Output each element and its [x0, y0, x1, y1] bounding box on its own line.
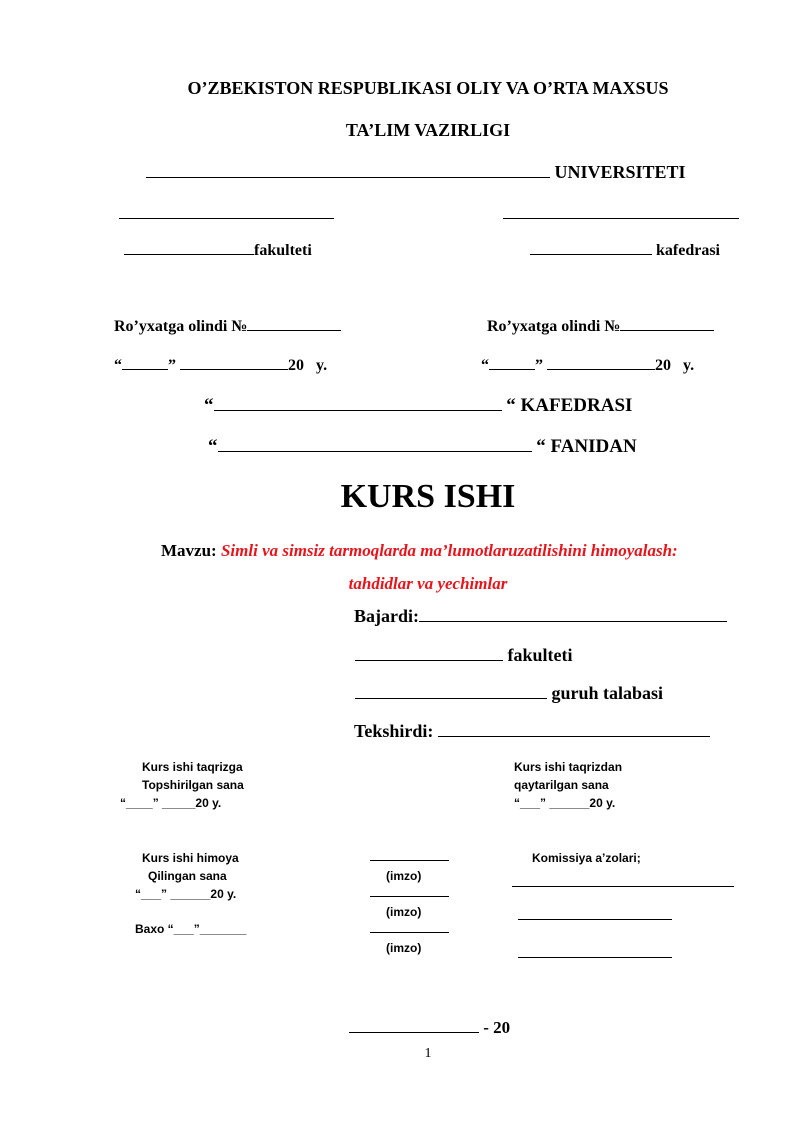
year-prefix: 20 — [655, 357, 671, 374]
tekshirdi-blank[interactable] — [438, 735, 710, 737]
review-right-line-2: qaytarilgan sana — [514, 778, 609, 792]
defense-line-2: Qilingan sana — [148, 869, 227, 883]
faculty-label: fakulteti — [254, 242, 312, 259]
performer-faculty-row — [355, 645, 573, 666]
ministry-line-2: TA’LIM VAZIRLIGI — [345, 120, 511, 140]
commission-label: Komissiya a’zolari; — [532, 851, 641, 865]
footer-year-row — [349, 1018, 510, 1038]
close-quote: ” — [168, 357, 176, 374]
year-prefix: 20 — [288, 357, 304, 374]
performer-faculty-label: fakulteti — [507, 645, 573, 665]
faculty-blank[interactable] — [124, 253, 254, 255]
registration-number-blank[interactable] — [620, 329, 714, 331]
review-left-line-1: Kurs ishi taqrizga — [142, 760, 243, 774]
department-blank[interactable] — [530, 253, 652, 255]
kafedra-row — [204, 395, 632, 417]
bajardi-label: Bajardi: — [354, 606, 419, 626]
registration-date-left — [114, 357, 327, 375]
signature-label-3: (imzo) — [386, 941, 422, 955]
university-row — [146, 162, 686, 183]
tekshirdi-label: Tekshirdi: — [354, 721, 434, 741]
signature-line-2[interactable] — [370, 884, 449, 902]
kafedra-blank[interactable] — [214, 409, 502, 411]
year-suffix: y. — [316, 357, 328, 374]
performer-faculty-blank[interactable] — [355, 659, 503, 661]
review-left-line-2: Topshirilgan sana — [142, 778, 244, 792]
open-quote: “ — [208, 436, 218, 457]
bajardi-blank[interactable] — [419, 620, 727, 622]
close-quote: ” — [535, 357, 543, 374]
signature-label-2: (imzo) — [386, 905, 422, 919]
year-suffix: y. — [683, 357, 695, 374]
footer-year: - 20 — [483, 1018, 511, 1037]
fan-label: “ FANIDAN — [536, 436, 637, 457]
university-blank[interactable] — [146, 176, 550, 178]
faculty-row — [124, 242, 312, 260]
review-right-line-1: Kurs ishi taqrizdan — [514, 760, 623, 774]
page-number: 1 — [424, 1046, 432, 1061]
kafedra-label: “ KAFEDRASI — [506, 395, 633, 416]
bajardi-row — [354, 606, 727, 627]
commission-line-2[interactable] — [518, 907, 672, 925]
registration-label: Ro’yxatga olindi № — [487, 318, 621, 335]
month-blank[interactable] — [180, 368, 288, 370]
open-quote: “ — [204, 395, 214, 416]
registration-date-right — [481, 357, 694, 375]
department-row — [530, 242, 720, 260]
city-blank[interactable] — [349, 1031, 479, 1033]
commission-line-1[interactable] — [512, 874, 734, 892]
open-quote: “ — [114, 357, 122, 374]
document-title: KURS ISHI — [340, 478, 516, 515]
defense-line-1: Kurs ishi himoya — [142, 851, 239, 865]
topic-text-line-2: tahdidlar va yechimlar — [348, 574, 508, 593]
topic-row — [161, 541, 678, 561]
grade-row: Baxo “___”_______ — [135, 922, 247, 936]
registration-right — [487, 318, 714, 336]
fan-row — [208, 436, 637, 458]
topic-text-line-1: Simli va simsiz tarmoqlarda ma’lumotlaruzatilishini himoyalash: — [220, 541, 678, 560]
blank-left-top[interactable] — [119, 206, 334, 224]
commission-line-3[interactable] — [518, 945, 672, 963]
ministry-line-1: O’ZBEKISTON RESPUBLIKASI OLIY VA O’RTA MAXSUS — [187, 78, 669, 98]
review-left-date: “____” _____20 y. — [120, 796, 222, 810]
day-blank[interactable] — [489, 368, 535, 370]
group-blank[interactable] — [355, 697, 547, 699]
month-blank[interactable] — [547, 368, 655, 370]
topic-label: Mavzu: — [161, 541, 217, 560]
signature-line-3[interactable] — [370, 920, 449, 938]
defense-date: “___” ______20 y. — [135, 887, 237, 901]
registration-left — [114, 318, 341, 336]
department-label: kafedrasi — [656, 242, 720, 259]
group-row — [355, 683, 663, 704]
tekshirdi-row — [354, 721, 710, 742]
blank-right-top[interactable] — [503, 206, 739, 224]
open-quote: “ — [481, 357, 489, 374]
review-right-date: “___” ______20 y. — [514, 796, 616, 810]
group-label: guruh talabasi — [551, 683, 664, 703]
day-blank[interactable] — [122, 368, 168, 370]
registration-number-blank[interactable] — [247, 329, 341, 331]
signature-line-1[interactable] — [370, 848, 449, 866]
registration-label: Ro’yxatga olindi № — [114, 318, 248, 335]
signature-label-1: (imzo) — [386, 869, 422, 883]
fan-blank[interactable] — [218, 450, 532, 452]
university-label: UNIVERSITETI — [554, 162, 686, 182]
